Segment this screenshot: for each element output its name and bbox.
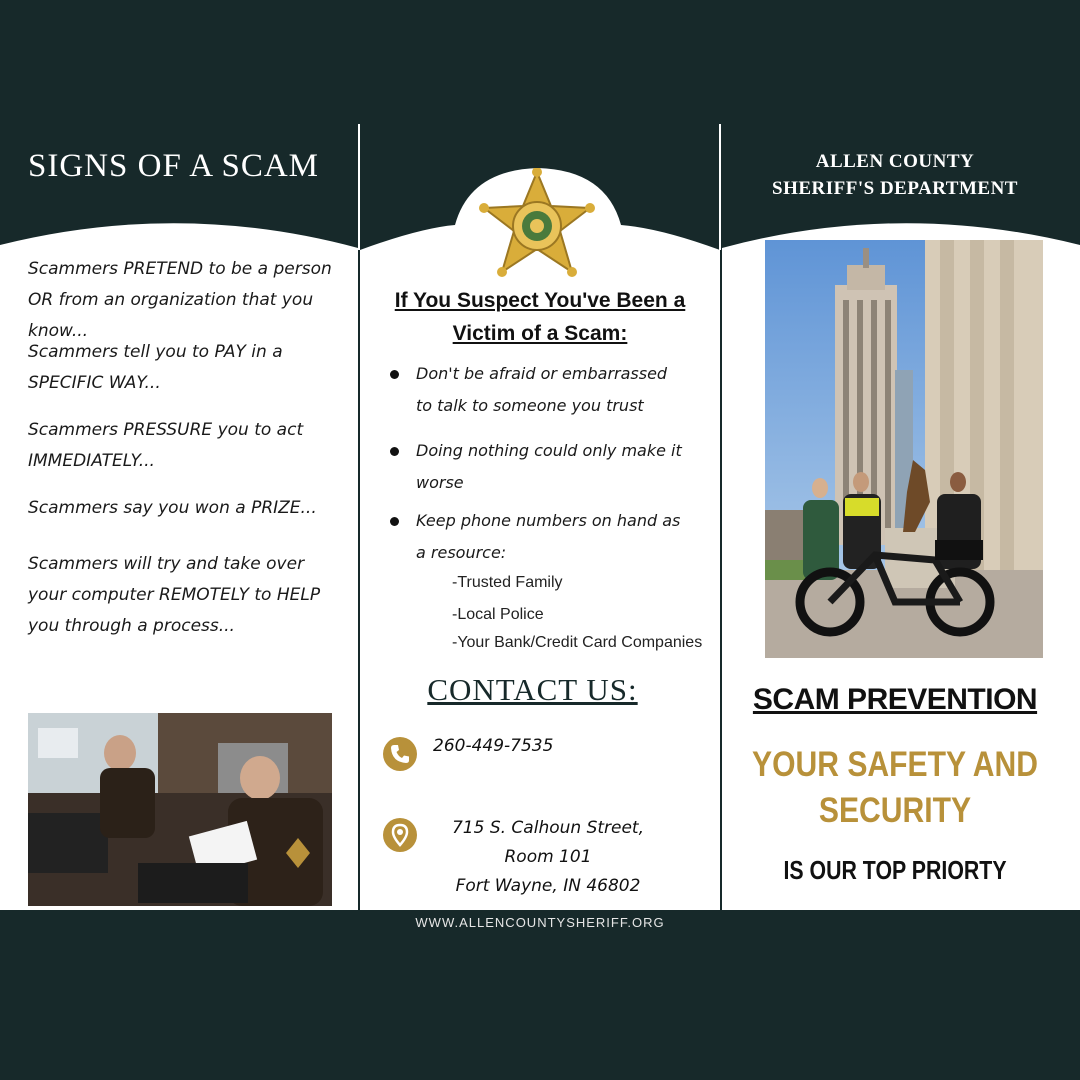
- website-link[interactable]: WWW.ALLENCOUNTYSHERIFF.ORG: [415, 915, 665, 930]
- safety-security-heading: [749, 742, 1041, 834]
- bullet-dot-icon: [390, 370, 399, 379]
- contact-us-title: CONTACT US:: [427, 672, 638, 707]
- advice-text: Don't be afraid or embarrassed to talk to someone you trust: [416, 364, 668, 415]
- sheriff-star-badge-icon: [478, 168, 596, 280]
- office-deputies-photo: [28, 713, 332, 906]
- resource-item: -Local Police: [452, 606, 544, 623]
- scam-prevention-heading: SCAM PREVENTION: [752, 683, 1038, 716]
- address-line-2: Fort Wayne, IN 46802: [455, 876, 641, 896]
- address: [428, 814, 668, 901]
- phone-icon: [383, 737, 417, 771]
- scam-sign-item: Scammers tell you to PAY in a SPECIFIC WAY...: [28, 342, 283, 393]
- advice-text: Keep phone numbers on hand as a resource:: [416, 511, 681, 562]
- advice-list-item: [390, 505, 680, 569]
- scam-sign-item: Scammers say you won a PRIZE...: [28, 498, 317, 518]
- resource-item: -Trusted Family: [452, 574, 563, 591]
- phone-number: 260-449-7535: [433, 736, 554, 756]
- department-title: [725, 148, 1065, 202]
- deputies-with-k9-and-ebike-photo: [765, 240, 1043, 658]
- safety-line-2: SECURITY: [818, 791, 972, 830]
- scam-sign-item: Scammers PRETEND to be a person OR from an organization that you know...: [28, 259, 332, 341]
- department-title-line-1: ALLEN COUNTY: [815, 151, 975, 172]
- bullet-dot-icon: [390, 517, 399, 526]
- address-line-1: 715 S. Calhoun Street, Room 101: [451, 818, 645, 867]
- victim-heading: If You Suspect You've Been a Victim of a Scam:: [394, 289, 686, 345]
- scam-sign-item: Scammers PRESSURE you to act IMMEDIATELY...: [28, 420, 304, 471]
- department-title-line-2: SHERIFF'S DEPARTMENT: [772, 178, 1018, 199]
- location-pin-icon: [383, 818, 417, 852]
- resource-item: -Your Bank/Credit Card Companies: [452, 634, 703, 651]
- scam-sign-item: Scammers will try and take over your computer REMOTELY to HELP you through a process...: [28, 554, 321, 636]
- top-priority-text: IS OUR TOP PRIORTY: [783, 855, 1007, 885]
- advice-text: Doing nothing could only make it worse: [416, 441, 682, 492]
- bullet-dot-icon: [390, 447, 399, 456]
- safety-line-1: YOUR SAFETY AND: [751, 745, 1038, 784]
- advice-list-item: [390, 358, 680, 422]
- signs-of-scam-title: SIGNS OF A SCAM: [28, 148, 320, 184]
- advice-list-item: [390, 435, 680, 499]
